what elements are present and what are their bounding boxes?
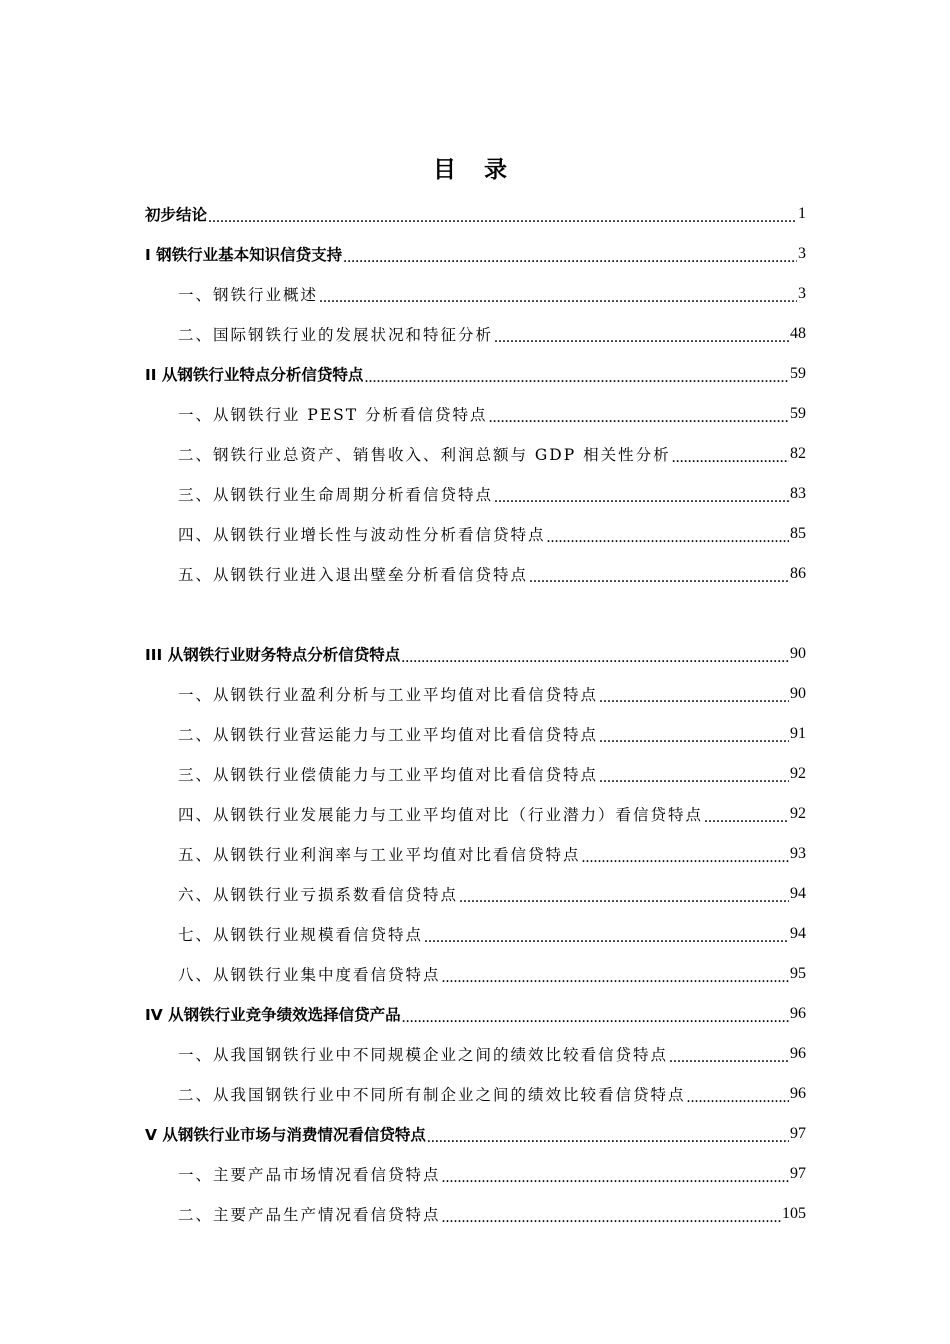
toc-page-number: 96	[790, 1085, 806, 1102]
toc-dot-leader	[424, 932, 789, 954]
toc-page-number: 96	[790, 1045, 806, 1062]
toc-page-number: 3	[798, 285, 806, 302]
toc-page-number: 1	[798, 205, 806, 222]
toc-page-number: 94	[790, 885, 806, 902]
toc-chapter-entry[interactable]	[145, 234, 806, 274]
toc-page-number: 3	[798, 245, 806, 262]
toc-dot-leader	[208, 212, 797, 234]
toc-entry-title: 七、从钢铁行业规模看信贷特点	[178, 926, 424, 944]
toc-entry-title: V 从钢铁行业市场与消费情况看信贷特点	[145, 1126, 426, 1144]
toc-dot-leader	[494, 332, 789, 354]
toc-chapter-entry[interactable]	[145, 194, 806, 234]
toc-section-entry[interactable]	[178, 954, 806, 994]
toc-page-number: 92	[790, 805, 806, 822]
toc-entry-title: 二、从钢铁行业营运能力与工业平均值对比看信贷特点	[178, 726, 599, 744]
toc-dot-leader	[704, 812, 789, 834]
toc-entry-title: 四、从钢铁行业发展能力与工业平均值对比（行业潜力）看信贷特点	[178, 806, 704, 824]
toc-dot-leader	[599, 692, 789, 714]
toc-page-number: 82	[790, 445, 806, 462]
toc-page-number: 86	[790, 565, 806, 582]
toc-page-number: 97	[790, 1165, 806, 1182]
toc-page-number: 83	[790, 485, 806, 502]
toc-section-entry[interactable]	[178, 754, 806, 794]
toc-section-entry[interactable]	[178, 474, 806, 514]
toc-page-number: 90	[790, 685, 806, 702]
toc-entry-title: 二、钢铁行业总资产、销售收入、利润总额与 GDP 相关性分析	[178, 446, 671, 464]
toc-dot-leader	[687, 1092, 789, 1114]
toc-dot-leader	[402, 1012, 789, 1034]
toc-page-number: 59	[790, 365, 806, 382]
toc-dot-leader	[494, 492, 789, 514]
toc-dot-leader	[669, 1052, 789, 1074]
toc-entry-title: 一、从钢铁行业 PEST 分析看信贷特点	[178, 406, 488, 424]
toc-dot-leader	[401, 652, 789, 674]
toc-section-entry[interactable]	[178, 914, 806, 954]
toc-entry-title: 六、从钢铁行业亏损系数看信贷特点	[178, 886, 459, 904]
toc-entry-title: II 从钢铁行业特点分析信贷特点	[145, 366, 364, 384]
toc-section-entry[interactable]	[178, 314, 806, 354]
toc-page-number: 91	[790, 725, 806, 742]
toc-page-number: 59	[790, 405, 806, 422]
toc-entry-title: 五、从钢铁行业进入退出壁垒分析看信贷特点	[178, 566, 529, 584]
toc-entry-title: 二、从我国钢铁行业中不同所有制企业之间的绩效比较看信贷特点	[178, 1086, 686, 1104]
toc-entry-title: 二、国际钢铁行业的发展状况和特征分析	[178, 326, 494, 344]
toc-section-entry[interactable]	[178, 554, 806, 594]
toc-chapter-entry[interactable]	[145, 354, 806, 394]
toc-dot-leader	[489, 412, 789, 434]
toc-dot-leader	[529, 572, 789, 594]
toc-section-entry[interactable]	[178, 274, 806, 314]
toc-entry-title: 初步结论	[145, 206, 208, 224]
toc-entry-title: 三、从钢铁行业偿债能力与工业平均值对比看信贷特点	[178, 766, 599, 784]
toc-dot-leader	[442, 1172, 789, 1194]
toc-dot-leader	[599, 732, 789, 754]
toc-entry-title: IV 从钢铁行业竞争绩效选择信贷产品	[145, 1006, 401, 1024]
toc-entry-title: 五、从钢铁行业利润率与工业平均值对比看信贷特点	[178, 846, 581, 864]
toc-page-number: 97	[790, 1125, 806, 1142]
toc-dot-leader	[547, 532, 789, 554]
toc-dot-leader	[459, 892, 789, 914]
toc-chapter-entry[interactable]	[145, 634, 806, 674]
toc-section-entry[interactable]	[178, 834, 806, 874]
toc-entry-title: 一、主要产品市场情况看信贷特点	[178, 1166, 441, 1184]
toc-entry-title: 八、从钢铁行业集中度看信贷特点	[178, 966, 441, 984]
toc-section-entry[interactable]	[178, 1154, 806, 1194]
toc-section-entry[interactable]	[178, 1194, 806, 1234]
toc-dot-leader	[427, 1132, 789, 1154]
toc-section-entry[interactable]	[178, 714, 806, 754]
toc-entry-title: III 从钢铁行业财务特点分析信贷特点	[145, 646, 401, 664]
toc-section-entry[interactable]	[178, 1034, 806, 1074]
toc-chapter-entry[interactable]	[145, 1114, 806, 1154]
toc-page-number: 48	[790, 325, 806, 342]
toc-dot-leader	[319, 292, 797, 314]
toc-page-number: 90	[790, 645, 806, 662]
toc-section-entry[interactable]	[178, 514, 806, 554]
toc-entry-title: 一、从我国钢铁行业中不同规模企业之间的绩效比较看信贷特点	[178, 1046, 669, 1064]
toc-section-entry[interactable]	[178, 794, 806, 834]
toc-page-number: 95	[790, 965, 806, 982]
toc-entry-title: 二、主要产品生产情况看信贷特点	[178, 1206, 441, 1224]
toc-page-number: 94	[790, 925, 806, 942]
toc-page-number: 96	[790, 1005, 806, 1022]
toc-dot-leader	[364, 372, 789, 394]
toc-dot-leader	[442, 972, 789, 994]
toc-entry-title: 三、从钢铁行业生命周期分析看信贷特点	[178, 486, 494, 504]
toc-section-entry[interactable]	[178, 874, 806, 914]
toc-dot-leader	[343, 252, 797, 274]
toc-entry-title: I 钢铁行业基本知识信贷支持	[145, 246, 343, 264]
toc-entry-title: 四、从钢铁行业增长性与波动性分析看信贷特点	[178, 526, 546, 544]
toc-page-number: 92	[790, 765, 806, 782]
toc-entry-title: 一、从钢铁行业盈利分析与工业平均值对比看信贷特点	[178, 686, 599, 704]
toc-dot-leader	[672, 452, 789, 474]
toc-page-number: 105	[782, 1205, 806, 1222]
toc-entry-title: 一、钢铁行业概述	[178, 286, 319, 304]
toc-dot-leader	[599, 772, 789, 794]
toc-page-number: 93	[790, 845, 806, 862]
toc-section-entry[interactable]	[178, 394, 806, 434]
toc-chapter-entry[interactable]	[145, 994, 806, 1034]
page-title: 目 录	[432, 157, 517, 183]
toc-section-entry[interactable]	[178, 1074, 806, 1114]
toc-section-entry[interactable]	[178, 674, 806, 714]
toc-section-entry[interactable]	[178, 434, 806, 474]
toc-page-number: 85	[790, 525, 806, 542]
toc-dot-leader	[442, 1212, 781, 1234]
toc-dot-leader	[582, 852, 789, 874]
